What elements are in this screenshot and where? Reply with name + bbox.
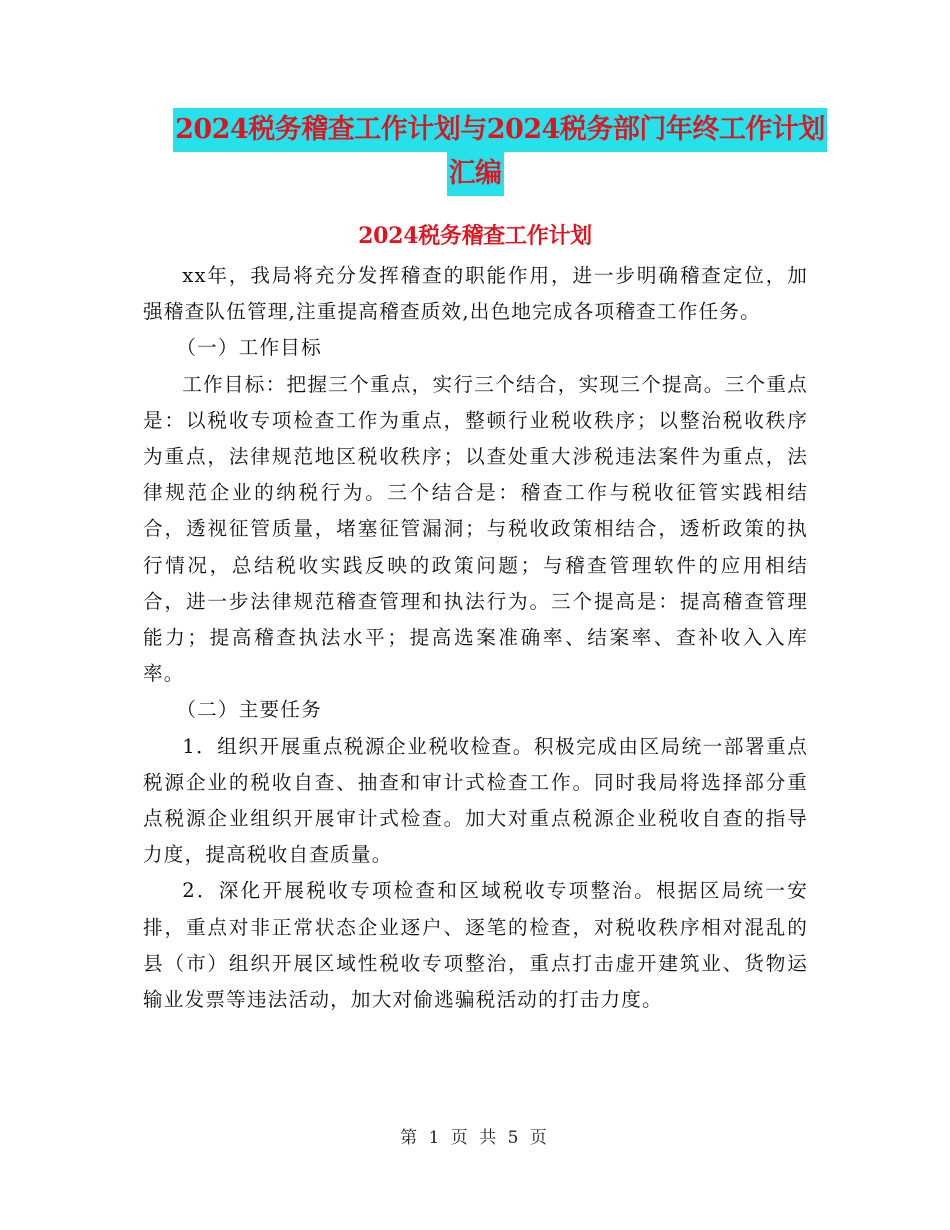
section-title: 2024税务稽查工作计划: [358, 223, 592, 249]
paragraph-task-1: 1．组织开展重点税源企业税收检查。积极完成由区局统一部署重点税源企业的税收自查、抽查和审计式检查工作。同时我局将选择部分重点税源企业组织开展审计式检查。加大对重点税源企业税收自查的指导力度，提高税收自查质量。: [143, 734, 808, 867]
subheading-goals: （一）工作目标: [176, 336, 322, 360]
document-body: [143, 258, 808, 1018]
paragraph-intro: xx年，我局将充分发挥稽查的职能作用，进一步明确稽查定位，加强稽查队伍管理,注重提高稽查质效,出色地完成各项稽查工作任务。: [143, 264, 808, 324]
paragraph-task-2: 2．深化开展税收专项检查和区域税收专项整治。根据区局统一安排，重点对非正常状态企业逐户、逐笔的检查，对税收秩序相对混乱的县（市）组织开展区域性税收专项整治，重点打击虚开建筑业、货物运输业发票等违法活动，加大对偷逃骗税活动的打击力度。: [143, 879, 808, 1012]
document-title: [0, 108, 950, 196]
page-footer: 第 1 页 共 5 页: [400, 1128, 550, 1148]
subheading-tasks: （二）主要任务: [176, 698, 322, 722]
title-line-1: 2024税务稽查工作计划与2024税务部门年终工作计划: [173, 108, 827, 152]
paragraph-goals: 工作目标：把握三个重点，实行三个结合，实现三个提高。三个重点是：以税收专项检查工作为重点，整顿行业税收秩序；以整治税收秩序为重点，法律规范地区税收秩序；以查处重大涉税违法案件为重点，法律规范企业的纳税行为。三个结合是：稽查工作与税收征管实践相结合，透视征管质量，堵塞征管漏洞；与税收政策相结合，透析政策的执行情况，总结税收实践反映的政策问题；与稽查管理软件的应用相结合，进一步法律规范稽查管理和执法行为。三个提高是：提高稽查管理能力；提高稽查执法水平；提高选案准确率、结案率、查补收入入库率。: [143, 372, 808, 686]
title-line-2: 汇编: [447, 152, 504, 196]
